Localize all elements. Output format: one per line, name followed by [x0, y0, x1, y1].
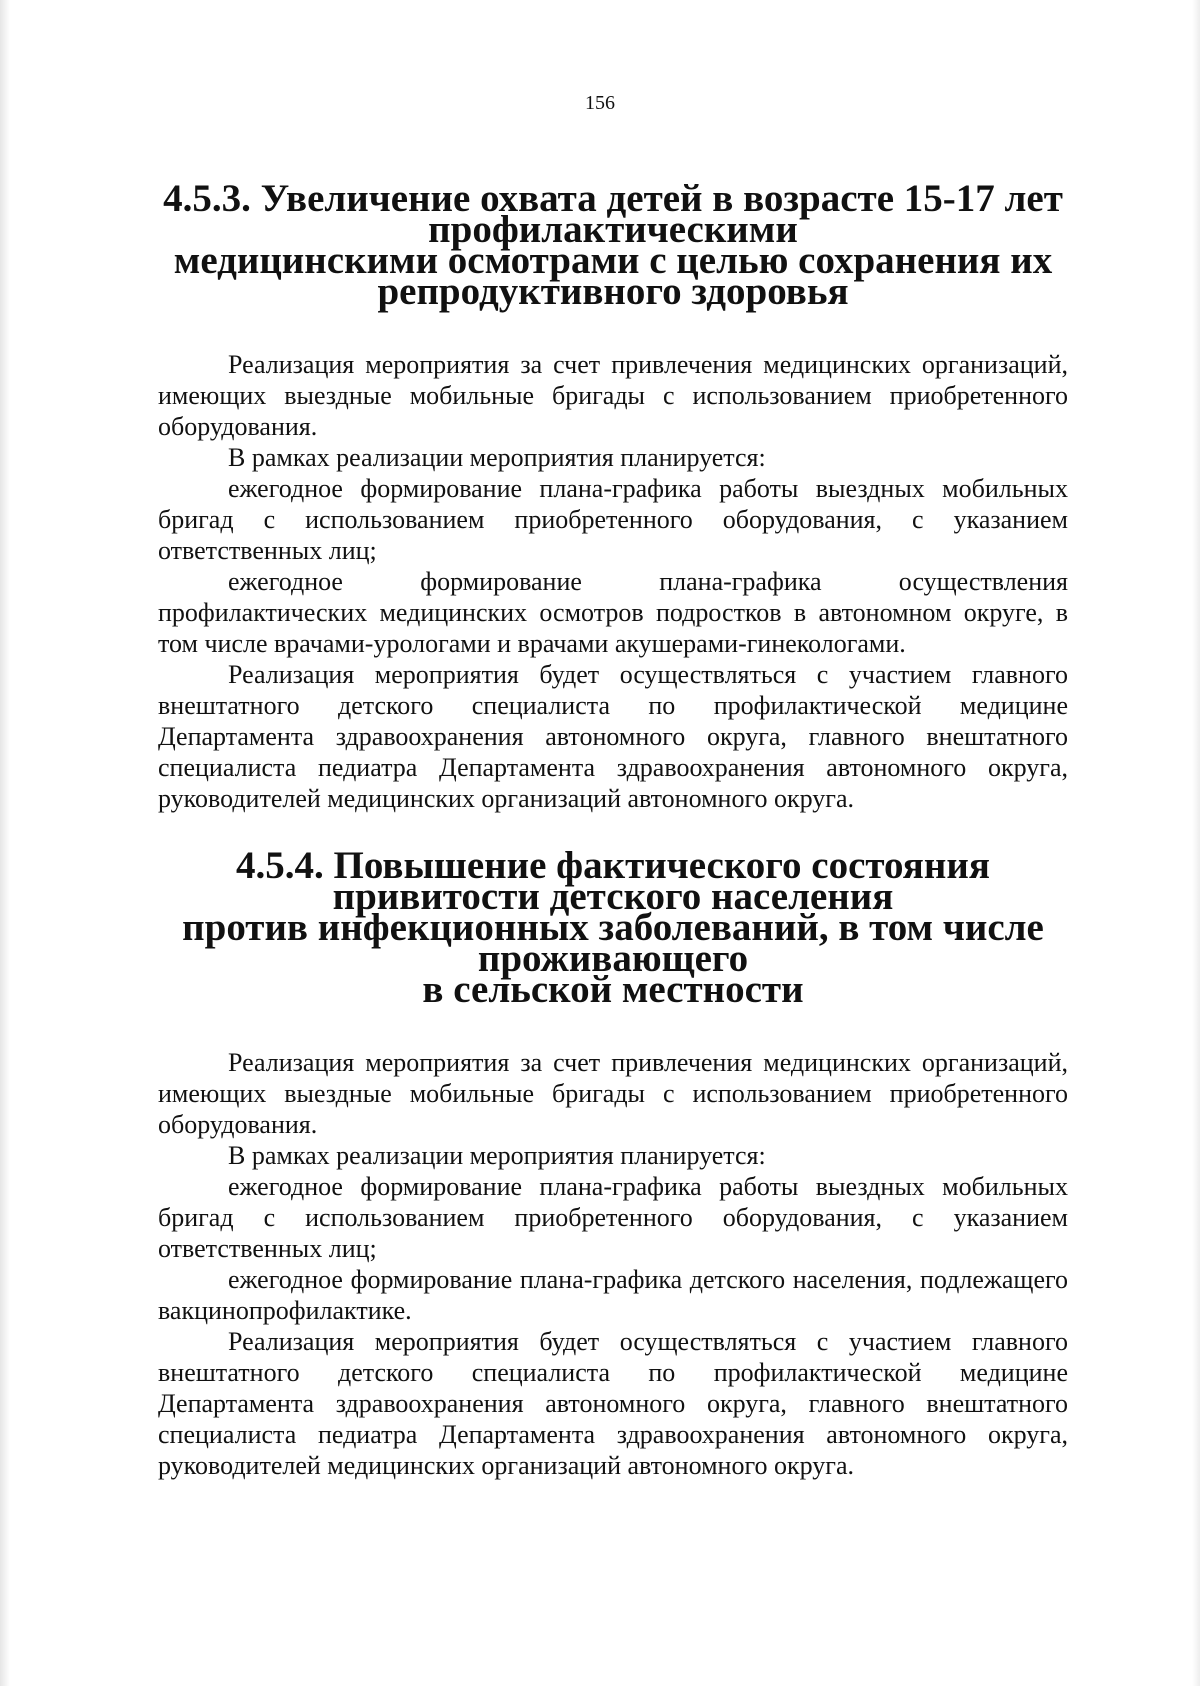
paragraph: Реализация мероприятия будет осуществляться с участием главного внештатного детского специалиста по профилактической медицине Департамента здравоохранения автономного округа, главного внештатного специалиста педиатра Департамента здравоохранения автономного округа, руководителей медицинских организаций автономного округа.: [158, 660, 1068, 813]
heading-line: 4.5.4. Повышение фактического состояния привитости детского населения: [236, 844, 990, 918]
paragraph: Реализация мероприятия будет осуществляться с участием главного внештатного детского специалиста по профилактической медицине Департамента здравоохранения автономного округа, главного внештатного специалиста педиатра Департамента здравоохранения автономного округа, руководителей медицинских организаций автономного округа.: [158, 1327, 1068, 1480]
paragraph: В рамках реализации мероприятия планируется:: [228, 443, 766, 472]
paragraph: ежегодное формирование плана-графика осуществления профилактических медицинских осмотров подростков в автономном округе, в том числе врачами-урологами и врачами акушерами-гинекологами.: [158, 567, 1068, 658]
section-body-4-5-4: [158, 1047, 1068, 1481]
document-body: [158, 177, 1068, 1481]
section-heading-4-5-4: [158, 844, 1068, 1011]
paragraph: В рамках реализации мероприятия планируется:: [228, 1141, 766, 1170]
section-body-4-5-3: [158, 349, 1068, 814]
paragraph: ежегодное формирование плана-графика детского населения, подлежащего вакцинопрофилактике.: [158, 1265, 1068, 1325]
paragraph: ежегодное формирование плана-графика работы выездных мобильных бригад с использованием приобретенного оборудования, с указанием ответственных лиц;: [158, 1172, 1068, 1263]
scan-edge-left: [0, 0, 10, 1686]
heading-line: репродуктивного здоровья: [377, 270, 849, 313]
heading-line: 4.5.3. Увеличение охвата детей в возрасте 15-17 лет профилактическими: [163, 177, 1063, 251]
section-heading-4-5-3: [158, 177, 1068, 313]
heading-line: против инфекционных заболеваний, в том числе проживающего: [182, 906, 1044, 980]
paragraph: Реализация мероприятия за счет привлечения медицинских организаций, имеющих выездные мобильные бригады с использованием приобретенного оборудования.: [158, 1048, 1068, 1139]
paragraph: ежегодное формирование плана-графика работы выездных мобильных бригад с использованием приобретенного оборудования, с указанием ответственных лиц;: [158, 474, 1068, 565]
heading-line: в сельской местности: [422, 968, 804, 1011]
scan-edge-right: [1192, 0, 1200, 1686]
heading-line: медицинскими осмотрами с целью сохранения их: [173, 239, 1053, 282]
paragraph: Реализация мероприятия за счет привлечения медицинских организаций, имеющих выездные мобильные бригады с использованием приобретенного оборудования.: [158, 350, 1068, 441]
page-number: 156: [585, 92, 615, 114]
